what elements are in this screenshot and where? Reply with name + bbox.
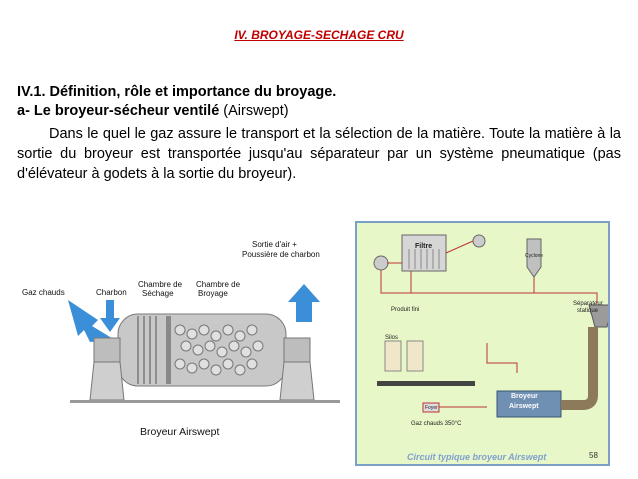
ground-line [70,400,340,403]
subsection-heading-rest: (Airswept) [219,103,289,119]
inlet-trunnion [94,338,120,362]
figure-left-caption: Broyeur Airswept [140,426,220,438]
riser-pipe [561,327,593,405]
slide-title: IV. BROYAGE-SECHAGE CRU [234,28,404,42]
label-filtre: Filtre [415,243,433,250]
grinding-balls [175,325,263,375]
coal-arrow [100,300,120,332]
figure-right-caption: Circuit typique broyeur Airswept [407,452,547,462]
label-chambre-broyage-1: Chambre de [196,280,241,289]
label-chambre-sechage-1: Chambre de [138,280,183,289]
page-number: 58 [589,451,598,460]
exit-arrow [288,284,320,322]
description-paragraph: Dans le quel le gaz assure le transport et la sélection de la matière. Toute la matière à la sortie du broyeur est transportée jusqu'au séparateur par un système pneumatique (pas d'élévateur à godets à la sortie du broyeur). [17,126,621,182]
label-charbon: Charbon [96,288,127,297]
feed-conveyor [377,381,475,386]
label-separateur-1: Séparateur [573,301,603,307]
right-support [280,362,314,400]
label-silos: Silos [385,335,399,341]
silo-2 [407,341,423,371]
mill-diaphragm [166,316,171,384]
silo-1 [385,341,401,371]
outlet-trunnion [284,338,310,362]
label-gaz-chauds: Gaz chauds [22,288,65,297]
fan-1 [374,256,388,270]
label-chambre-broyage-2: Broyage [198,289,228,298]
label-chambre-sechage-2: Séchage [142,289,174,298]
label-separateur-2: statique [577,308,599,314]
label-produit-fini: Produit fini [391,307,420,313]
label-sortie-1: Sortie d'air + [252,240,297,249]
label-broyeur-2: Airswept [509,403,539,410]
airswept-mill-diagram [20,222,342,462]
subsection-heading [17,103,289,119]
label-sortie-2: Poussière de charbon [242,250,320,259]
airswept-circuit-diagram [355,221,610,466]
label-cyclone: Cyclone [525,253,544,259]
label-broyeur-1: Broyeur [511,393,538,400]
label-gaz-chauds: Gaz chauds 350°C [411,421,462,427]
subsection-heading-bold: a- Le broyeur-sécheur ventilé [17,103,220,119]
fan-2 [473,235,485,247]
label-foyer: Foyer [425,405,438,411]
section-heading: IV.1. Définition, rôle et importance du broyage. [17,84,337,100]
left-support [90,362,124,400]
